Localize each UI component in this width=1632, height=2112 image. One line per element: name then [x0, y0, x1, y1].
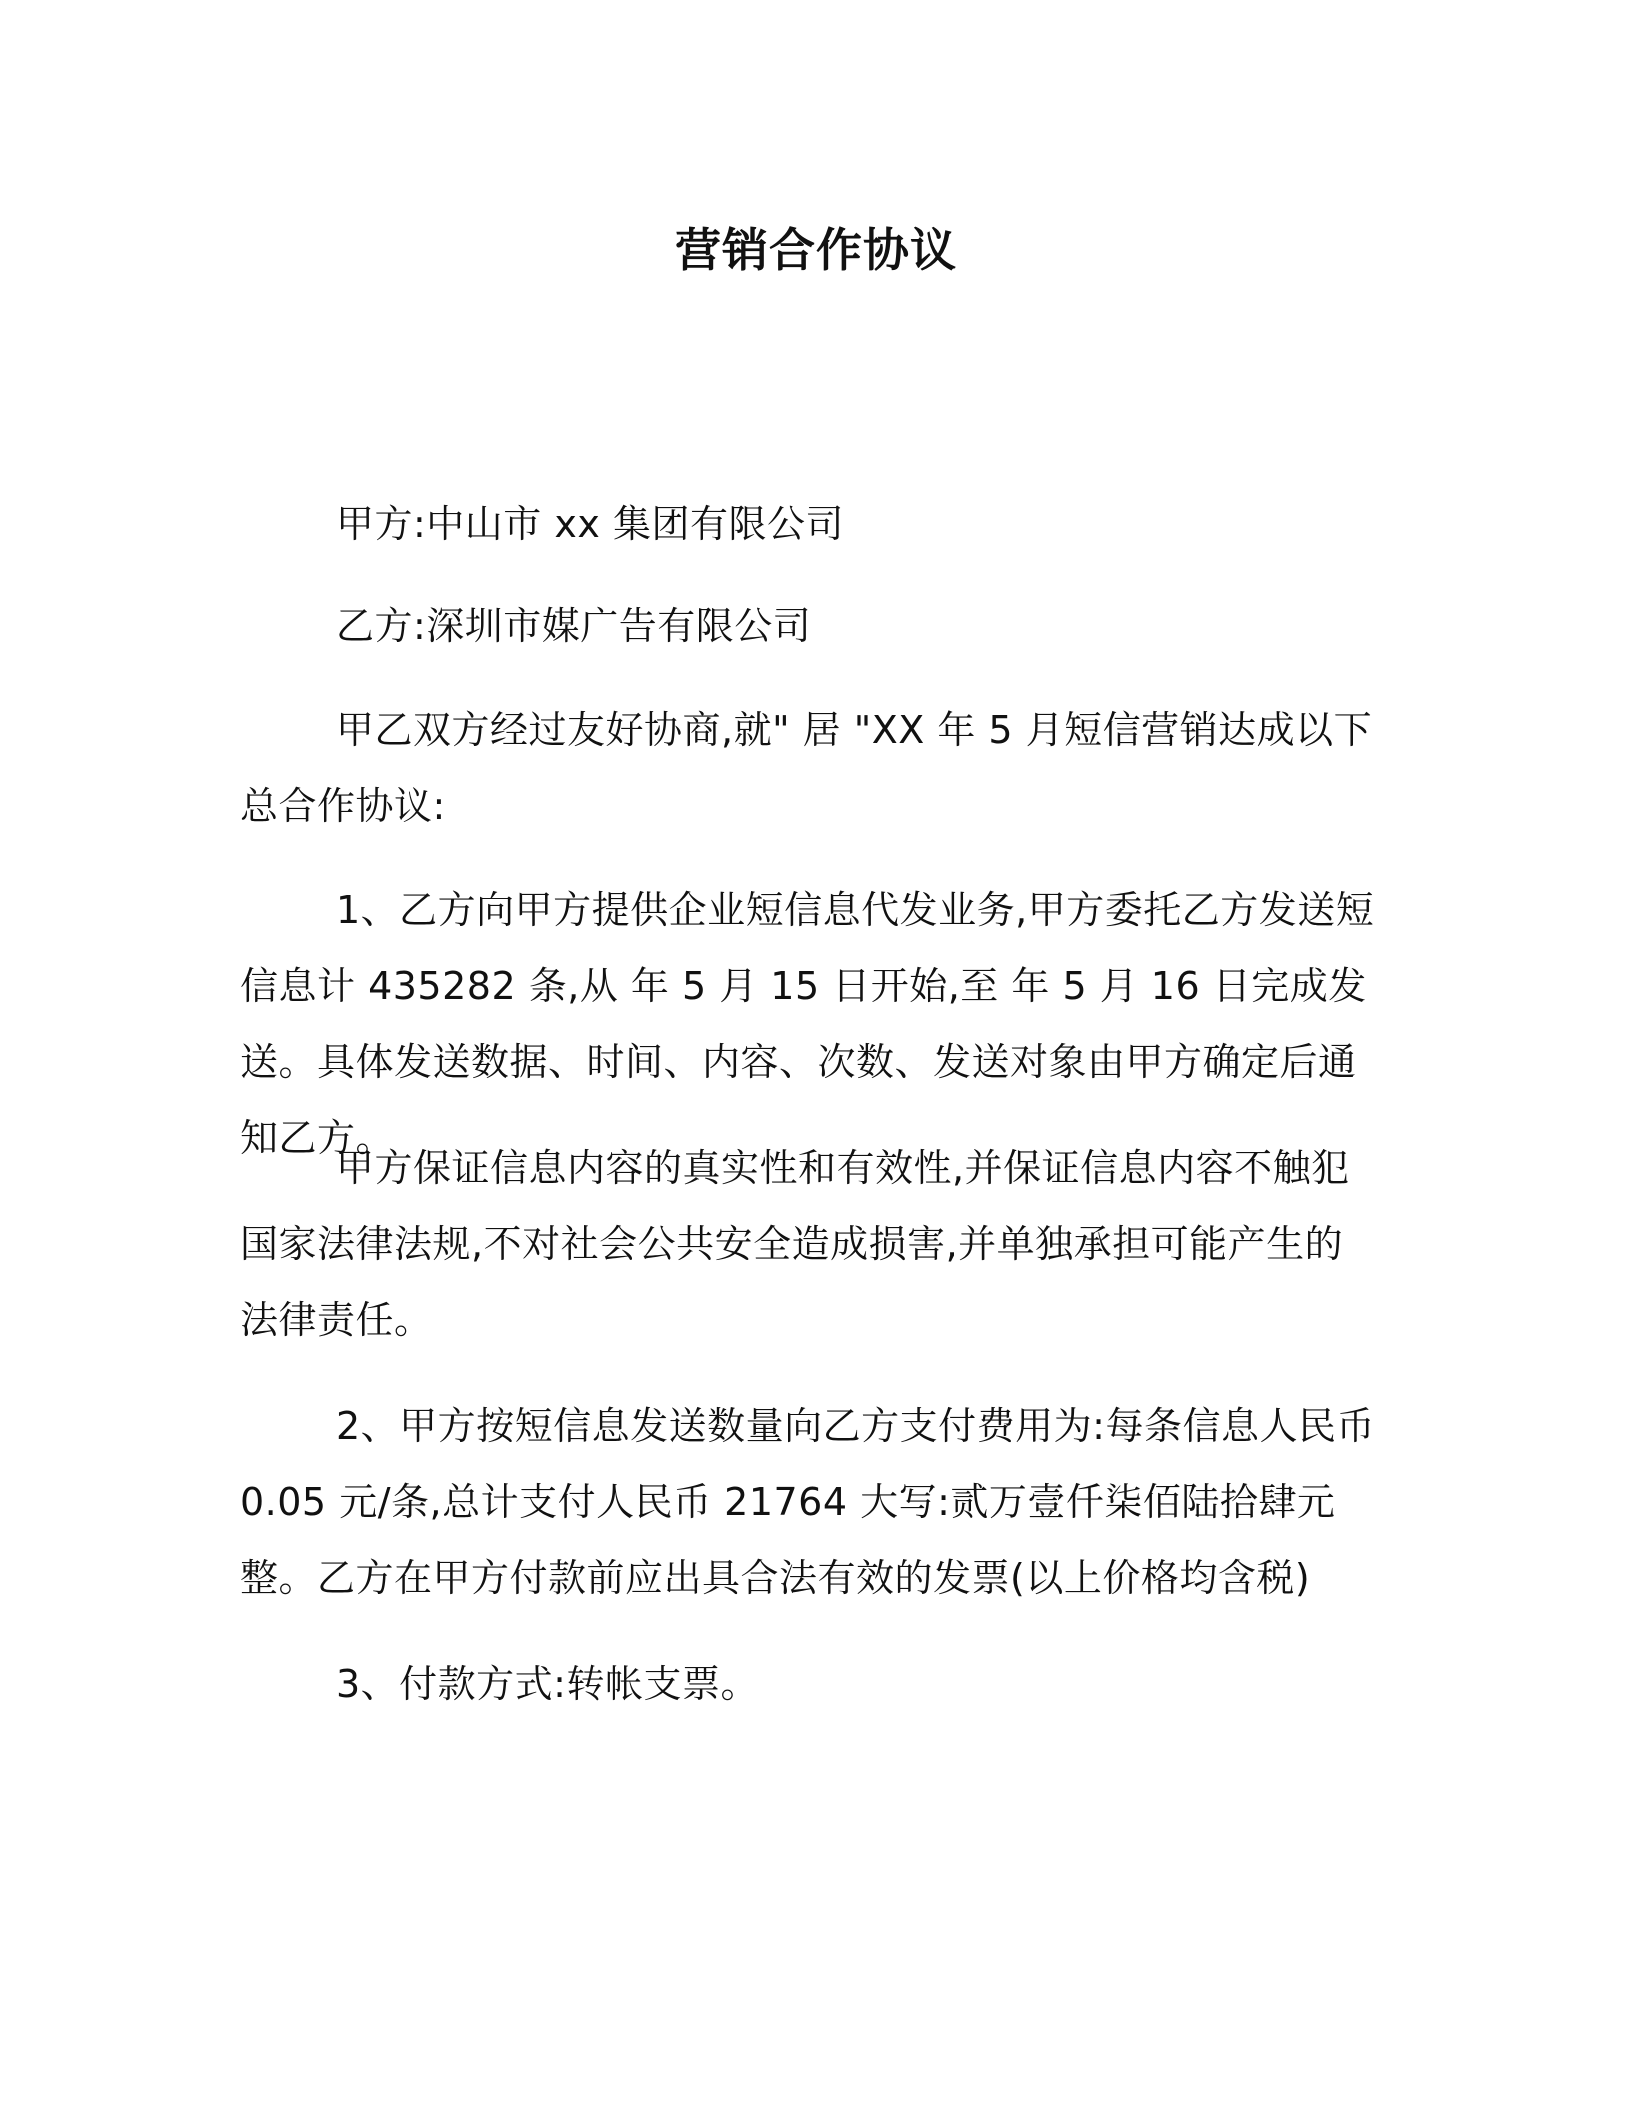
clause-3-paragraph: 3、付款方式:转帐支票。 [336, 1662, 759, 1706]
document-title: 营销合作协议 [675, 223, 957, 277]
clause-2-paragraph: 2、甲方按短信息发送数量向乙方支付费用为:每条信息人民币 0.05 元/条,总计支付人民币 21764 大写:贰万壹仟柒佰陆拾肆元整。乙方在甲方付款前应出具合法有效的发票(以上价格均含税) [240, 1404, 1375, 1600]
party-a-line: 甲方:中山市 xx 集团有限公司 [336, 502, 844, 546]
guarantee-paragraph: 甲方保证信息内容的真实性和有效性,并保证信息内容不触犯国家法律法规,不对社会公共安全造成损害,并单独承担可能产生的法律责任。 [240, 1146, 1350, 1342]
party-b-line: 乙方:深圳市媒广告有限公司 [336, 604, 812, 648]
clause-1-paragraph: 1、乙方向甲方提供企业短信息代发业务,甲方委托乙方发送短信息计 435282 条,从 年 5 月 15 日开始,至 年 5 月 16 日完成发送。具体发送数据、时间、内容、次数、发送对象由甲方确定后通知乙方。 [240, 888, 1375, 1160]
intro-paragraph: 甲乙双方经过友好协商,就" 居 "XX 年 5 月短信营销达成以下总合作协议: [240, 708, 1373, 828]
